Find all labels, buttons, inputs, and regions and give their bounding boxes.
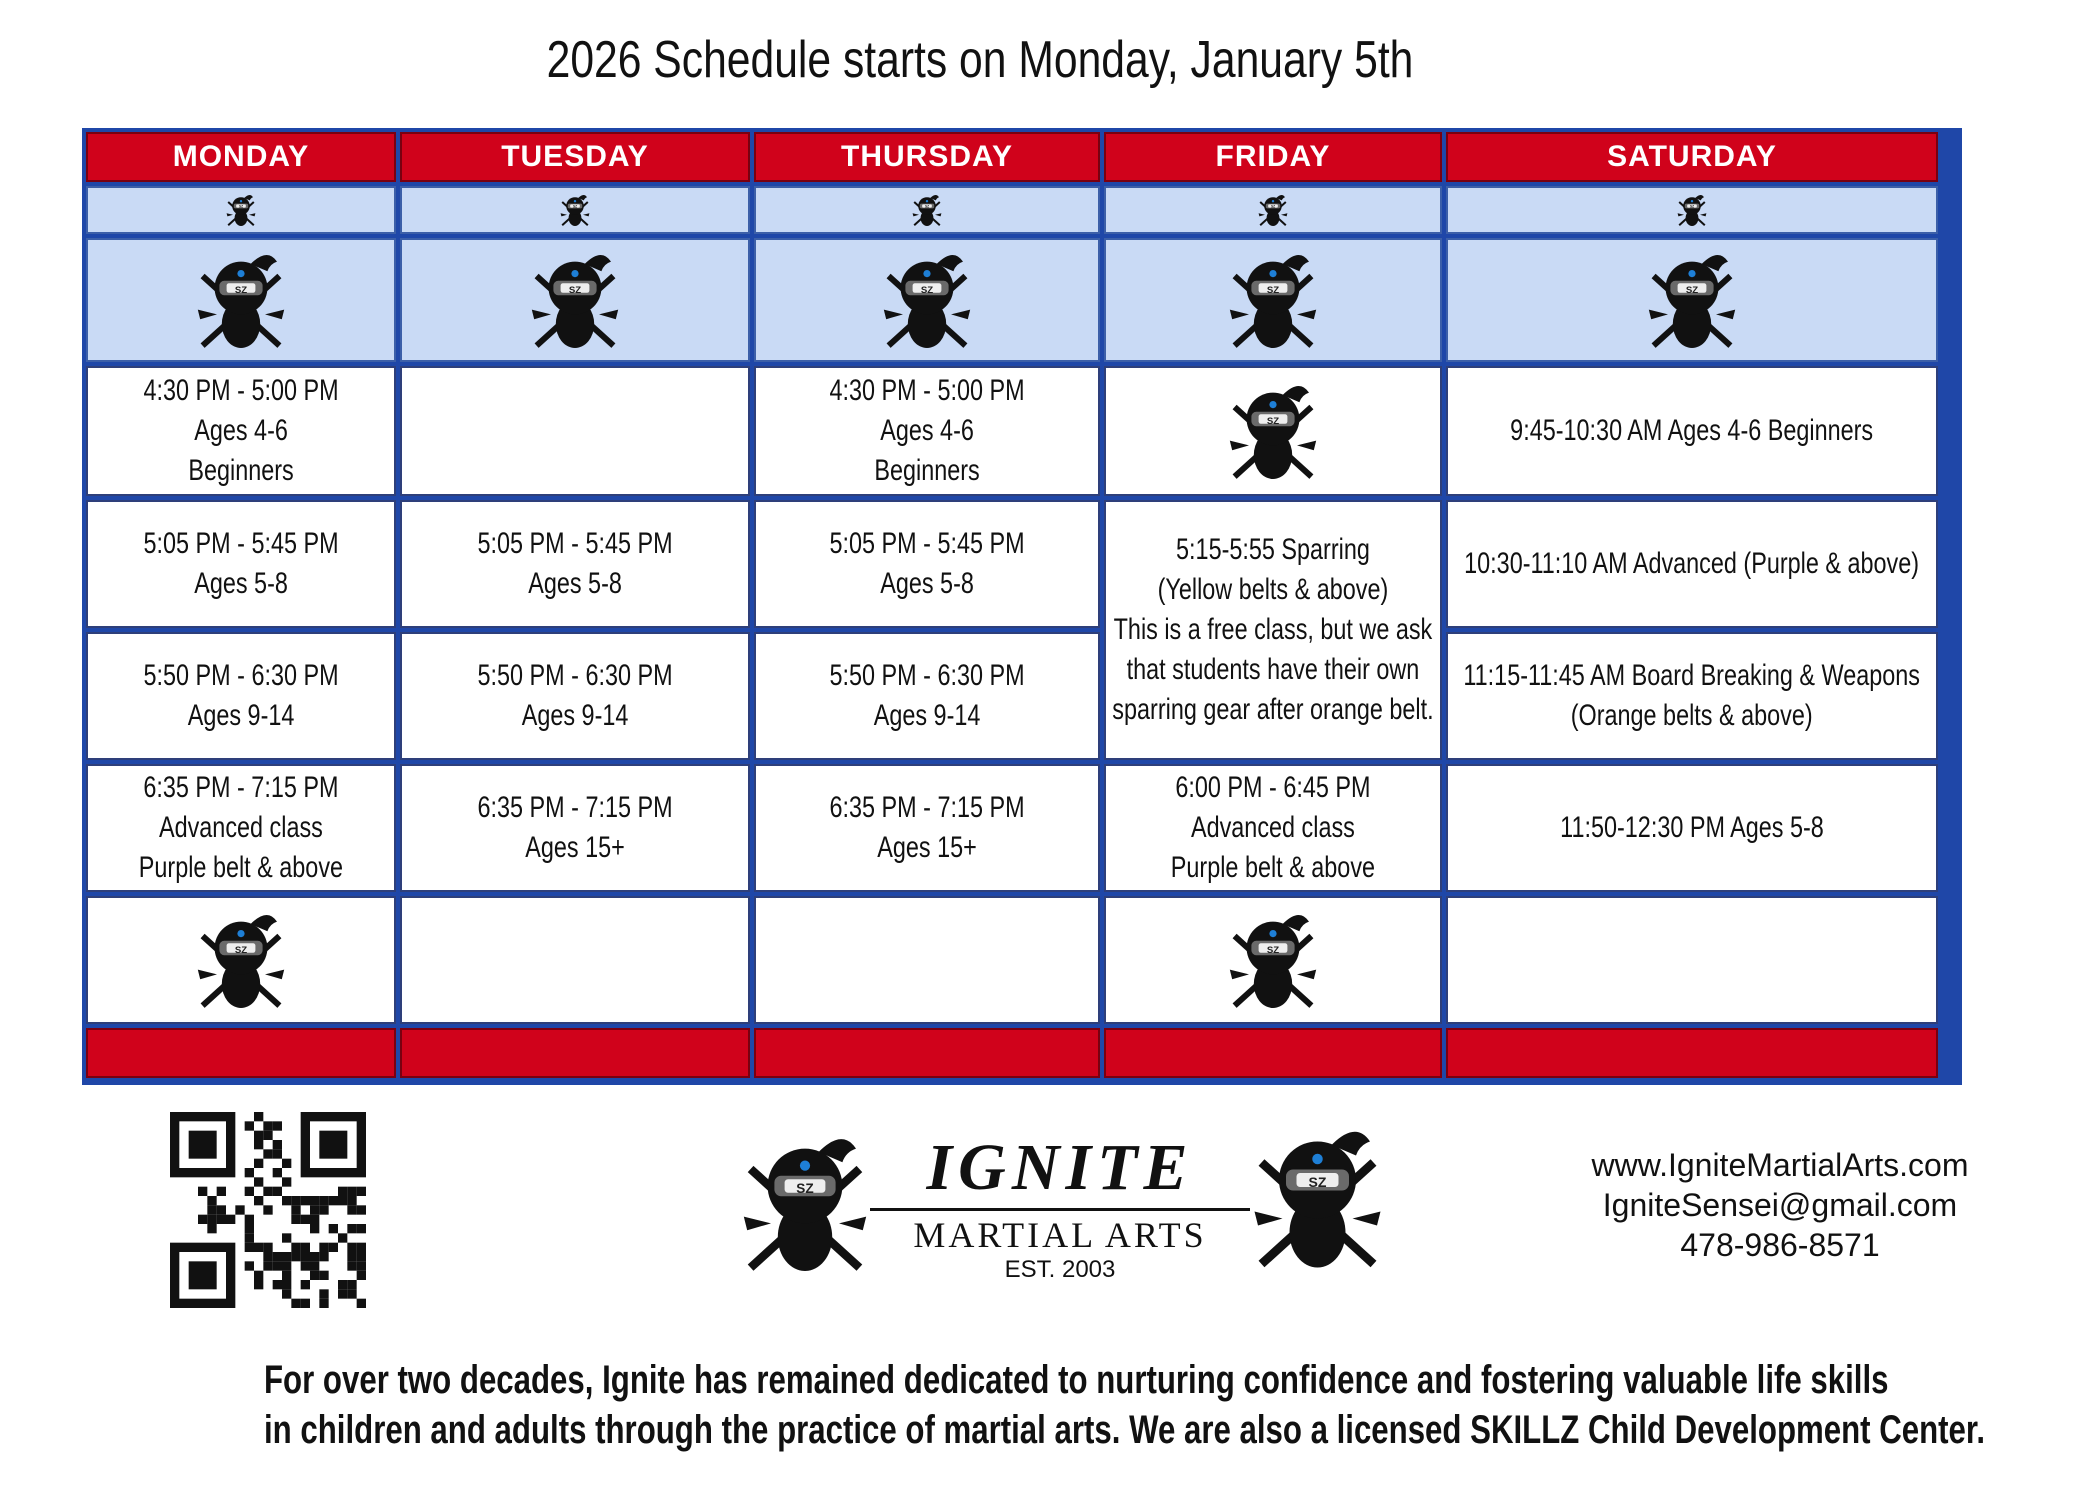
svg-text:SZ: SZ <box>234 284 248 296</box>
class-slot-line: Ages 4-6 <box>880 414 974 447</box>
class-slot-line: 9:45-10:30 AM Ages 4-6 Beginners <box>1510 414 1874 447</box>
footer-line-2: in children and adults through the practice of martial arts. We are also a licensed SKILLZ Child Development Center. <box>264 1408 1985 1452</box>
class-slot-text <box>450 788 700 868</box>
ninja-large-icon <box>515 240 635 360</box>
class-slot-line: Purple belt & above <box>1170 851 1376 884</box>
class-slot-text <box>1400 544 1983 584</box>
class-slot-line: 6:35 PM - 7:15 PM <box>143 771 339 804</box>
class-slot-text <box>802 656 1052 736</box>
class-slot-line: 11:50-12:30 PM Ages 5-8 <box>1560 811 1824 844</box>
class-slot-line: 5:50 PM - 6:30 PM <box>143 659 339 692</box>
day-header-thursday: THURSDAY <box>754 132 1100 182</box>
class-slot-cell <box>1104 366 1442 496</box>
website-link[interactable]: www.IgniteMartialArts.com <box>1591 1147 1969 1183</box>
class-slot-line: This is a free class, but we ask <box>1113 613 1433 646</box>
svg-text:SZ: SZ <box>1266 944 1280 956</box>
class-slot-cell <box>1446 764 1938 892</box>
svg-text:SZ: SZ <box>920 284 934 296</box>
ninja-logo-right-icon <box>1230 1110 1405 1285</box>
ninja-small-icon <box>1672 190 1712 230</box>
qr-code[interactable] <box>170 1112 366 1308</box>
day-header-friday: FRIDAY <box>1104 132 1442 182</box>
brand-subtitle: MARTIAL ARTS <box>913 1215 1207 1255</box>
ninja-large-icon-cell <box>754 238 1100 362</box>
footer-bar-cell <box>86 1028 396 1078</box>
brand-established: EST. 2003 <box>1004 1256 1116 1283</box>
ninja-logo-left-icon <box>720 1118 890 1288</box>
class-slot-line: (Yellow belts & above) <box>1157 573 1389 606</box>
class-slot-line: 6:35 PM - 7:15 PM <box>829 791 1025 824</box>
ninja-small-icon-cell <box>754 186 1100 234</box>
svg-text:SZ: SZ <box>796 1180 814 1196</box>
class-slot-line: Purple belt & above <box>138 851 344 884</box>
class-slot-cell <box>400 896 750 1024</box>
class-slot-line: 5:15-5:55 Sparring <box>1176 533 1370 566</box>
class-slot-line: 5:50 PM - 6:30 PM <box>477 659 673 692</box>
svg-text:SZ: SZ <box>234 944 248 956</box>
svg-text:SZ: SZ <box>1308 1174 1327 1190</box>
class-slot-line: Ages 9-14 <box>187 699 295 732</box>
class-slot-cell <box>1104 896 1442 1024</box>
class-slot-line: 5:05 PM - 5:45 PM <box>829 527 1025 560</box>
class-slot-cell <box>754 500 1100 628</box>
ninja-large-icon-cell <box>1104 238 1442 362</box>
ninja-small-icon-cell <box>1104 186 1442 234</box>
class-slot-text <box>116 656 366 736</box>
class-slot-line: Beginners <box>874 454 980 487</box>
class-slot-line: Advanced class <box>159 811 323 844</box>
class-slot-cell <box>754 366 1100 496</box>
class-slot-line: Ages 15+ <box>877 831 977 864</box>
class-slot-text <box>1459 411 1924 451</box>
brand-divider <box>870 1208 1250 1211</box>
class-slot-cell <box>400 632 750 760</box>
svg-text:SZ: SZ <box>1266 284 1280 296</box>
brand-name: IGNITE <box>926 1131 1194 1204</box>
friday-sparring-cell <box>1104 500 1442 760</box>
class-slot-cell <box>400 366 750 496</box>
page-title: 2026 Schedule starts on Monday, January 5th <box>546 31 1414 89</box>
class-slot-line: 11:15-11:45 AM Board Breaking & Weapons <box>1463 659 1921 692</box>
class-slot-line: (Orange belts & above) <box>1571 699 1813 732</box>
svg-text:SZ: SZ <box>924 204 930 209</box>
class-slot-line: Ages 9-14 <box>521 699 629 732</box>
class-slot-text <box>1067 530 1479 730</box>
class-slot-cell <box>86 764 396 892</box>
class-slot-cell <box>1446 366 1938 496</box>
class-slot-cell <box>86 366 396 496</box>
svg-text:SZ: SZ <box>238 204 244 209</box>
svg-text:SZ: SZ <box>1266 415 1280 427</box>
footer-bar-cell <box>754 1028 1100 1078</box>
class-slot-text <box>802 524 1052 604</box>
class-slot-cell <box>400 764 750 892</box>
footer-line-1: For over two decades, Ignite has remained dedicated to nurturing confidence and fostering valuable life skills <box>264 1358 1889 1402</box>
schedule-table <box>82 128 1962 1085</box>
ninja-small-icon-cell <box>86 186 396 234</box>
class-slot-text <box>1142 768 1404 888</box>
class-slot-line: 5:05 PM - 5:45 PM <box>477 527 673 560</box>
class-slot-text <box>450 524 700 604</box>
svg-text:SZ: SZ <box>568 284 582 296</box>
class-slot-line: 10:30-11:10 AM Advanced (Purple & above) <box>1464 547 1920 580</box>
day-header-tuesday: TUESDAY <box>400 132 750 182</box>
class-slot-line: 4:30 PM - 5:00 PM <box>143 374 339 407</box>
ninja-small-icon <box>907 190 947 230</box>
class-slot-cell <box>86 632 396 760</box>
class-slot-text <box>802 371 1052 491</box>
class-slot-line: Advanced class <box>1191 811 1355 844</box>
footer-bar-cell <box>400 1028 750 1078</box>
ninja-small-icon <box>1253 190 1293 230</box>
phone-number[interactable]: 478-986-8571 <box>1680 1227 1880 1263</box>
ninja-slot-icon <box>1213 371 1333 491</box>
class-slot-cell <box>754 896 1100 1024</box>
ninja-small-icon-cell <box>1446 186 1938 234</box>
class-slot-cell <box>86 500 396 628</box>
class-slot-text <box>110 768 372 888</box>
day-header-monday: MONDAY <box>86 132 396 182</box>
class-slot-cell <box>1446 632 1938 760</box>
ninja-slot-icon <box>181 900 301 1020</box>
ninja-large-icon <box>1213 240 1333 360</box>
svg-text:SZ: SZ <box>1685 284 1699 296</box>
svg-text:SZ: SZ <box>572 204 578 209</box>
svg-text:SZ: SZ <box>1689 204 1695 209</box>
class-slot-text <box>116 524 366 604</box>
class-slot-line: Ages 4-6 <box>194 414 288 447</box>
class-slot-cell <box>754 764 1100 892</box>
class-slot-cell <box>400 500 750 628</box>
day-header-saturday: SATURDAY <box>1446 132 1938 182</box>
svg-text:SZ: SZ <box>1270 204 1276 209</box>
ninja-large-icon <box>181 240 301 360</box>
class-slot-line: Ages 5-8 <box>880 567 974 600</box>
footer-bar-cell <box>1446 1028 1938 1078</box>
class-slot-text <box>450 656 700 736</box>
brand-logo <box>870 1130 1250 1283</box>
class-slot-line: 4:30 PM - 5:00 PM <box>829 374 1025 407</box>
ninja-small-icon <box>555 190 595 230</box>
ninja-large-icon-cell <box>400 238 750 362</box>
class-slot-line: that students have their own <box>1126 653 1420 686</box>
class-slot-cell <box>754 632 1100 760</box>
ninja-large-icon-cell <box>86 238 396 362</box>
email-link[interactable]: IgniteSensei@gmail.com <box>1602 1187 1958 1223</box>
class-slot-cell <box>1446 896 1938 1024</box>
ninja-small-icon <box>221 190 261 230</box>
class-slot-cell <box>1446 500 1938 628</box>
class-slot-line: Ages 5-8 <box>528 567 622 600</box>
class-slot-cell <box>1104 764 1442 892</box>
class-slot-line: Ages 5-8 <box>194 567 288 600</box>
class-slot-text <box>1523 808 1861 848</box>
class-slot-line: 5:05 PM - 5:45 PM <box>143 527 339 560</box>
ninja-large-icon <box>1632 240 1752 360</box>
class-slot-line: Ages 9-14 <box>873 699 981 732</box>
ninja-small-icon-cell <box>400 186 750 234</box>
footer-text <box>264 1355 1985 1455</box>
class-slot-line: Beginners <box>188 454 294 487</box>
contact-block <box>1570 1145 1990 1265</box>
ninja-slot-icon <box>1213 900 1333 1020</box>
class-slot-text <box>1399 656 1984 736</box>
class-slot-line: Ages 15+ <box>525 831 625 864</box>
class-slot-text <box>802 788 1052 868</box>
class-slot-text <box>116 371 366 491</box>
class-slot-line: 5:50 PM - 6:30 PM <box>829 659 1025 692</box>
ninja-large-icon-cell <box>1446 238 1938 362</box>
ninja-large-icon <box>867 240 987 360</box>
class-slot-line: 6:00 PM - 6:45 PM <box>1175 771 1371 804</box>
class-slot-cell <box>86 896 396 1024</box>
class-slot-line: sparring gear after orange belt. <box>1112 693 1434 726</box>
class-slot-line: 6:35 PM - 7:15 PM <box>477 791 673 824</box>
footer-bar-cell <box>1104 1028 1442 1078</box>
